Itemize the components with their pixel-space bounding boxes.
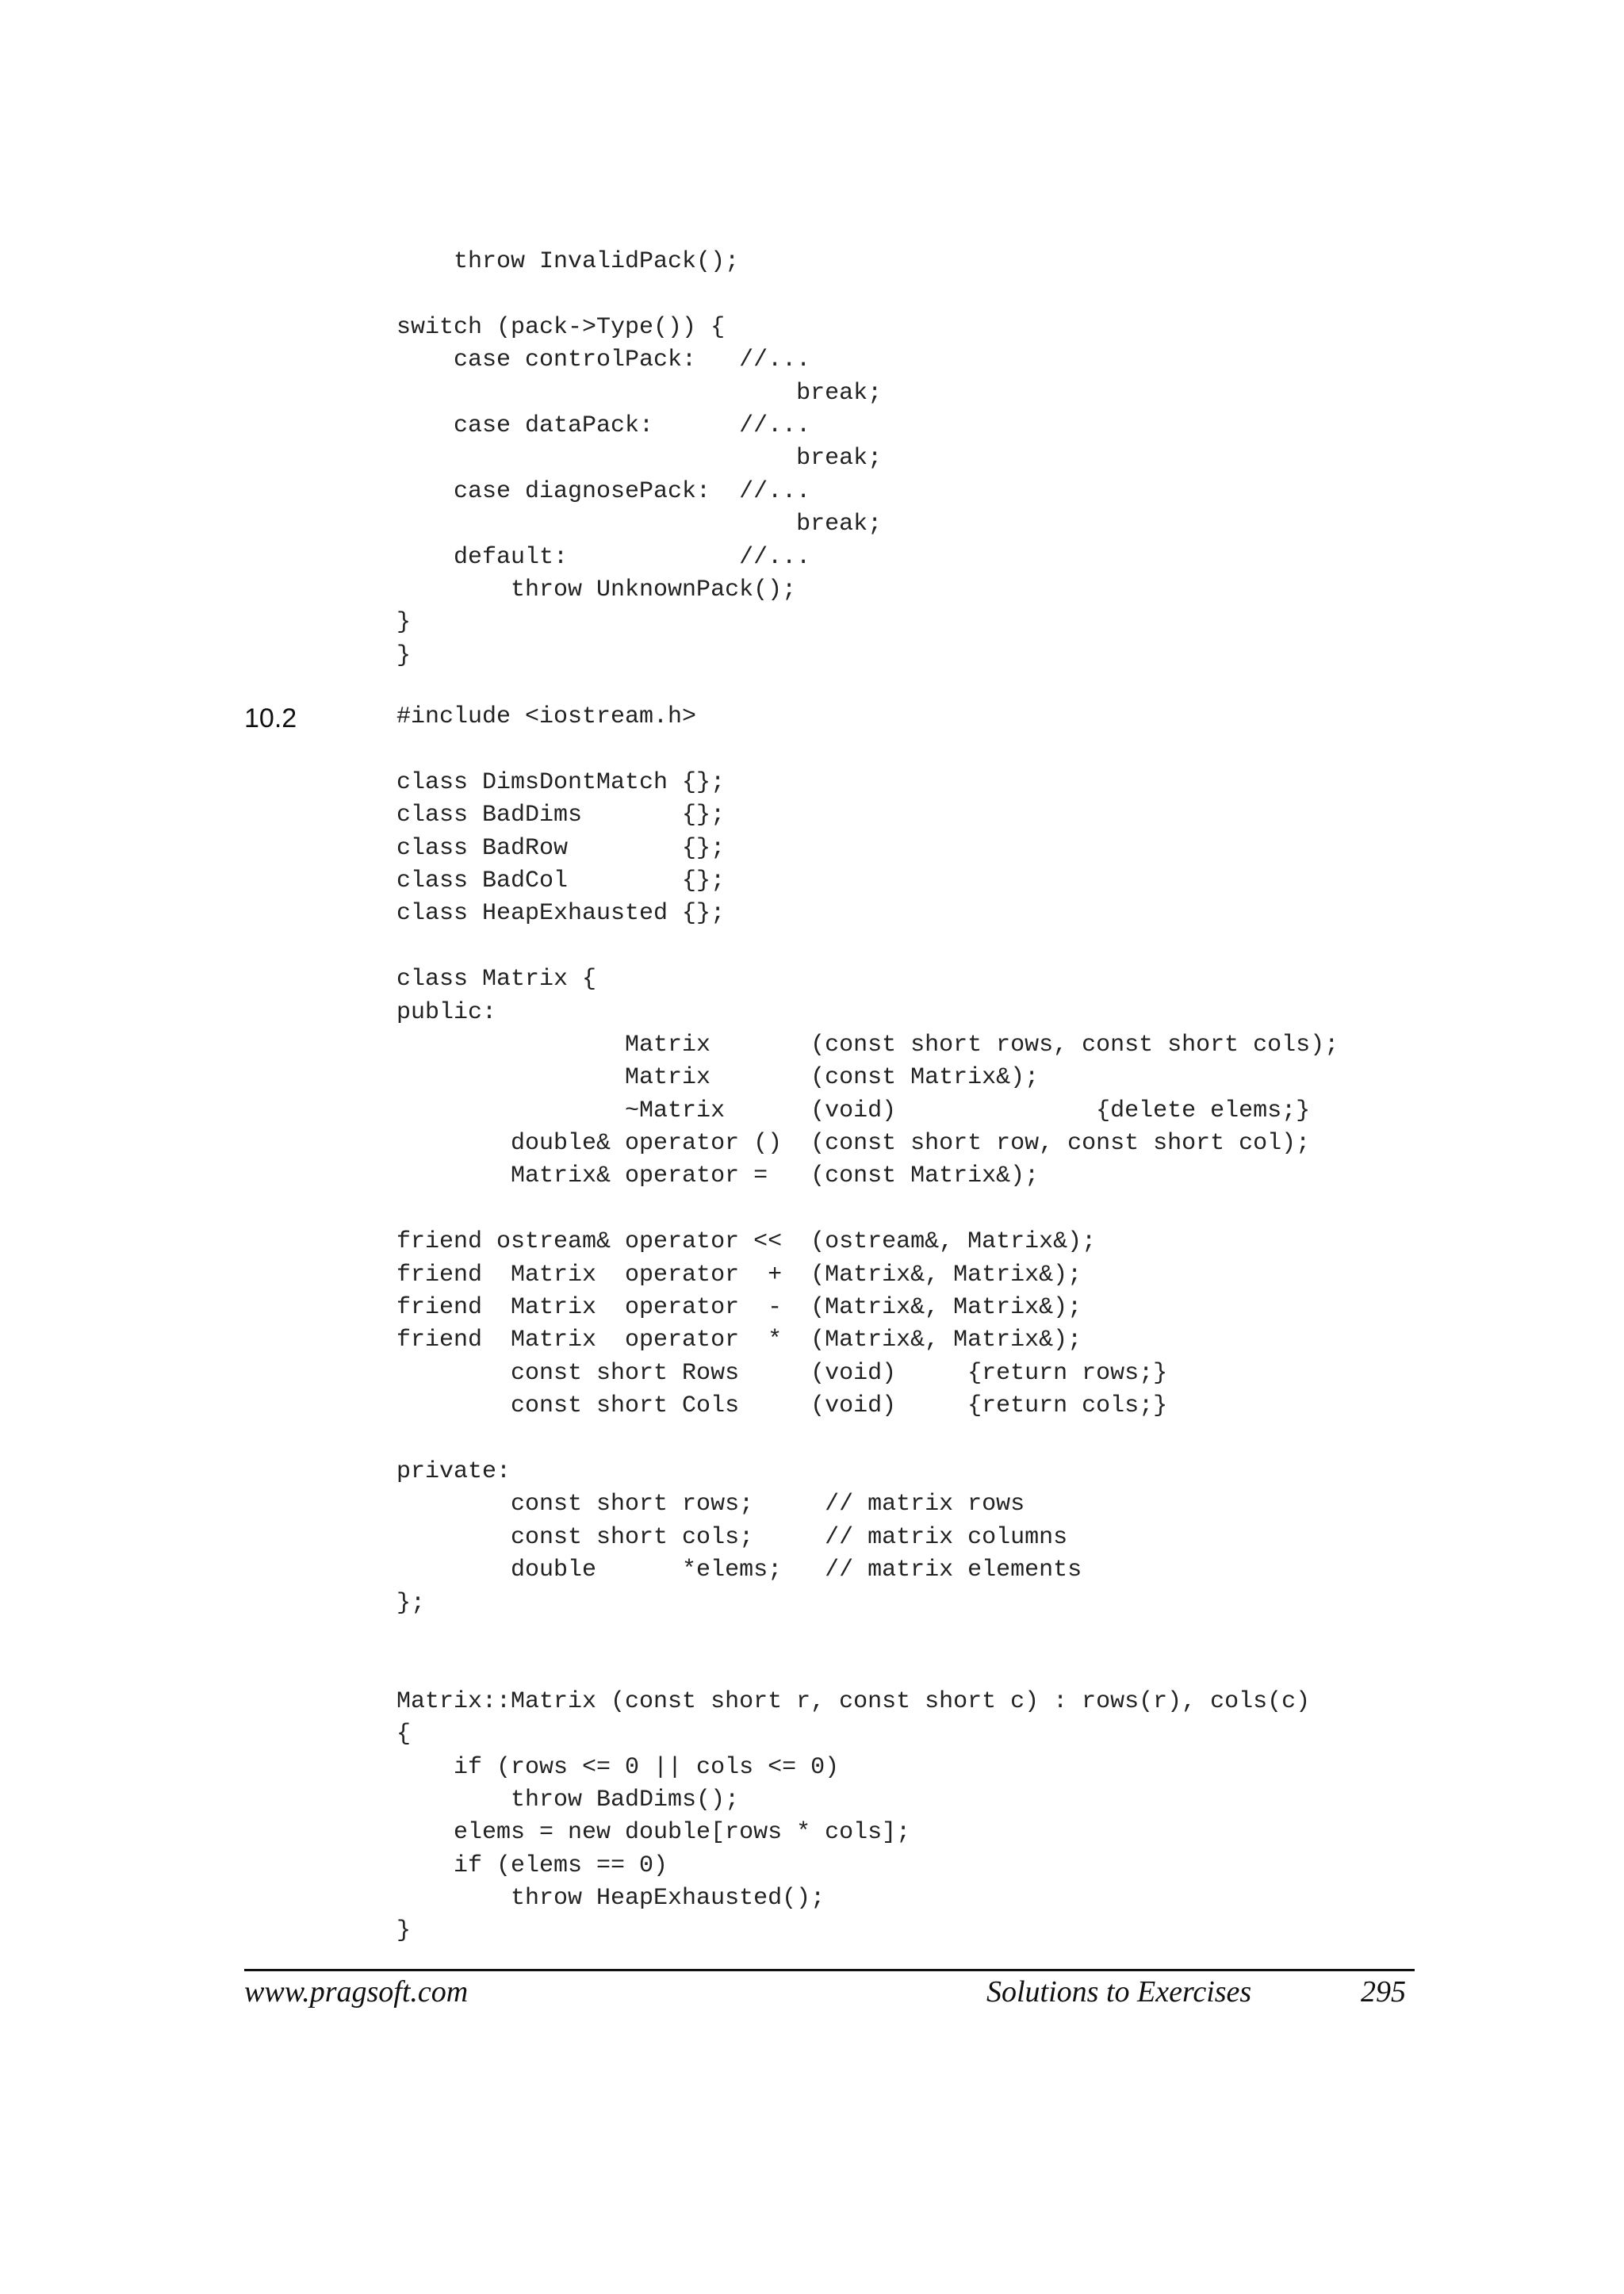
code-line: #include <iostream.h> [396, 703, 697, 730]
code-line: ~Matrix (void) {delete elems;} [396, 1097, 1311, 1124]
code-line: class Matrix { [396, 966, 597, 994]
code-line: Matrix::Matrix (const short r, const short c) : rows(r), cols(c) [396, 1687, 1311, 1715]
code-line: class BadCol {}; [396, 867, 726, 894]
code-line: throw BadDims(); [396, 1786, 740, 1813]
code-line: class HeapExhausted {}; [396, 900, 726, 928]
code-line: case dataPack: //... [396, 412, 811, 439]
code-block-matrix [396, 701, 1339, 1948]
code-line: class BadRow {}; [396, 834, 726, 862]
code-line: } [396, 609, 412, 637]
code-line [396, 278, 882, 311]
code-line: }; [396, 1589, 426, 1617]
code-line: case controlPack: //... [396, 347, 811, 374]
code-line [396, 733, 1339, 766]
code-block-switch [396, 246, 882, 672]
code-line [396, 1193, 1339, 1226]
code-line: break; [396, 445, 883, 473]
code-line: class DimsDontMatch {}; [396, 768, 726, 796]
code-line: { [396, 1721, 412, 1748]
code-line: Matrix (const Matrix&); [396, 1064, 1040, 1092]
footer-title: Solutions to Exercises [986, 1975, 1252, 2009]
code-line: const short cols; // matrix columns [396, 1523, 1068, 1551]
code-line: default: //... [396, 543, 811, 571]
code-line: throw HeapExhausted(); [396, 1885, 825, 1913]
code-line: const short rows; // matrix rows [396, 1491, 1025, 1518]
code-line: double& operator () (const short row, const short col); [396, 1130, 1311, 1158]
footer-divider [244, 1969, 1415, 1971]
code-line [396, 1423, 1339, 1456]
code-line: throw UnknownPack(); [396, 576, 797, 603]
code-line: class BadDims {}; [396, 802, 726, 829]
code-line: public: [396, 998, 497, 1026]
code-line: double *elems; // matrix elements [396, 1557, 1082, 1584]
code-line: friend Matrix operator - (Matrix&, Matrix&); [396, 1294, 1082, 1322]
code-line: throw InvalidPack(); [396, 248, 740, 275]
code-line: } [396, 641, 412, 669]
code-line: friend ostream& operator << (ostream&, Matrix&); [396, 1228, 1097, 1256]
code-line: } [396, 1917, 412, 1945]
code-line [396, 931, 1339, 963]
code-line: friend Matrix operator + (Matrix&, Matrix&); [396, 1261, 1082, 1289]
code-line: elems = new double[rows * cols]; [396, 1819, 911, 1847]
code-line: const short Rows (void) {return rows;} [396, 1359, 1168, 1387]
code-line: Matrix& operator = (const Matrix&); [396, 1162, 1040, 1190]
code-line [396, 1653, 1339, 1685]
code-line: break; [396, 511, 883, 538]
footer-url: www.pragsoft.com [244, 1975, 469, 2009]
code-line: const short Cols (void) {return cols;} [396, 1392, 1168, 1420]
code-line: switch (pack->Type()) { [396, 313, 726, 341]
code-line: Matrix (const short rows, const short cols); [396, 1031, 1339, 1059]
section-number: 10.2 [244, 703, 297, 733]
code-line: if (rows <= 0 || cols <= 0) [396, 1753, 840, 1781]
code-line: case diagnosePack: //... [396, 477, 811, 505]
code-line: private: [396, 1457, 511, 1485]
code-line: break; [396, 379, 883, 407]
code-line: friend Matrix operator * (Matrix&, Matrix&); [396, 1327, 1082, 1354]
code-line: if (elems == 0) [396, 1852, 668, 1879]
code-line [396, 1620, 1339, 1653]
page-number: 295 [1361, 1975, 1406, 2009]
